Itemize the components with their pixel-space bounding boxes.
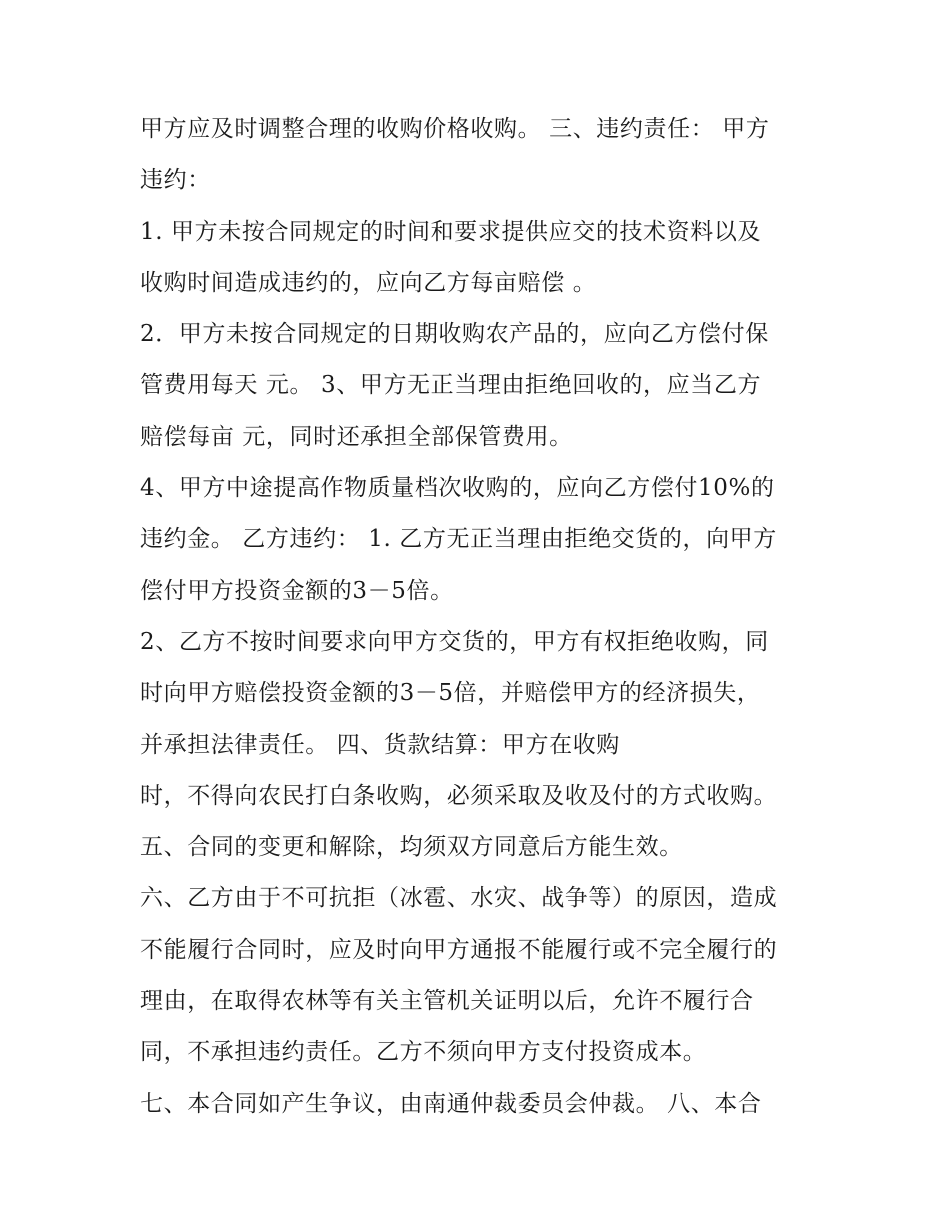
text-line-4: 收购时间造成违约的，应向乙方每亩赔偿 。 — [140, 269, 597, 296]
text-line-8: 4、甲方中途提高作物质量档次收购的，应向乙方偿付10%的 — [140, 475, 775, 502]
text-line-5: 2．甲方未按合同规定的日期收购农产品的，应向乙方偿付保 — [140, 321, 769, 348]
text-line-14: 时，不得向农民打白条收购，必须采取及收及付的方式收购。 — [140, 782, 778, 809]
text-line-17: 不能履行合同时，应及时向甲方通报不能履行或不完全履行的 — [140, 936, 778, 963]
text-line-20: 七、本合同如产生争议，由南通仲裁委员会仲裁。 八、本合 — [140, 1090, 762, 1117]
text-line-10: 偿付甲方投资金额的3－5倍。 — [140, 577, 454, 604]
text-line-2: 违约： — [140, 167, 211, 194]
text-line-12: 时向甲方赔偿投资金额的3－5倍，并赔偿甲方的经济损失， — [140, 680, 761, 707]
text-line-6: 管费用每天 元。 3、甲方无正当理由拒绝回收的，应当乙方 — [140, 372, 762, 399]
text-line-1: 甲方应及时调整合理的收购价格收购。 三、违约责任： 甲方 — [140, 116, 770, 142]
document-body — [140, 104, 820, 1130]
text-line-13: 并承担法律责任。 四、货款结算：甲方在收购 — [140, 731, 620, 758]
text-line-9: 违约金。 乙方违约： 1. 乙方无正当理由拒绝交货的，向甲方 — [140, 526, 777, 553]
text-line-7: 赔偿每亩 元，同时还承担全部保管费用。 — [140, 423, 573, 450]
text-line-18: 理由，在取得农林等有关主管机关证明以后，允许不履行合 — [140, 988, 754, 1015]
text-line-15: 五、合同的变更和解除，均须双方同意后方能生效。 — [140, 834, 683, 861]
text-line-3: 1. 甲方未按合同规定的时间和要求提供应交的技术资料以及 — [140, 218, 762, 245]
text-line-16: 六、乙方由于不可抗拒（冰雹、水灾、战争等）的原因，造成 — [140, 885, 778, 912]
text-line-19: 同，不承担违约责任。乙方不须向甲方支付投资成本。 — [140, 1039, 707, 1066]
text-line-11: 2、乙方不按时间要求向甲方交货的，甲方有权拒绝收购，同 — [140, 628, 769, 655]
